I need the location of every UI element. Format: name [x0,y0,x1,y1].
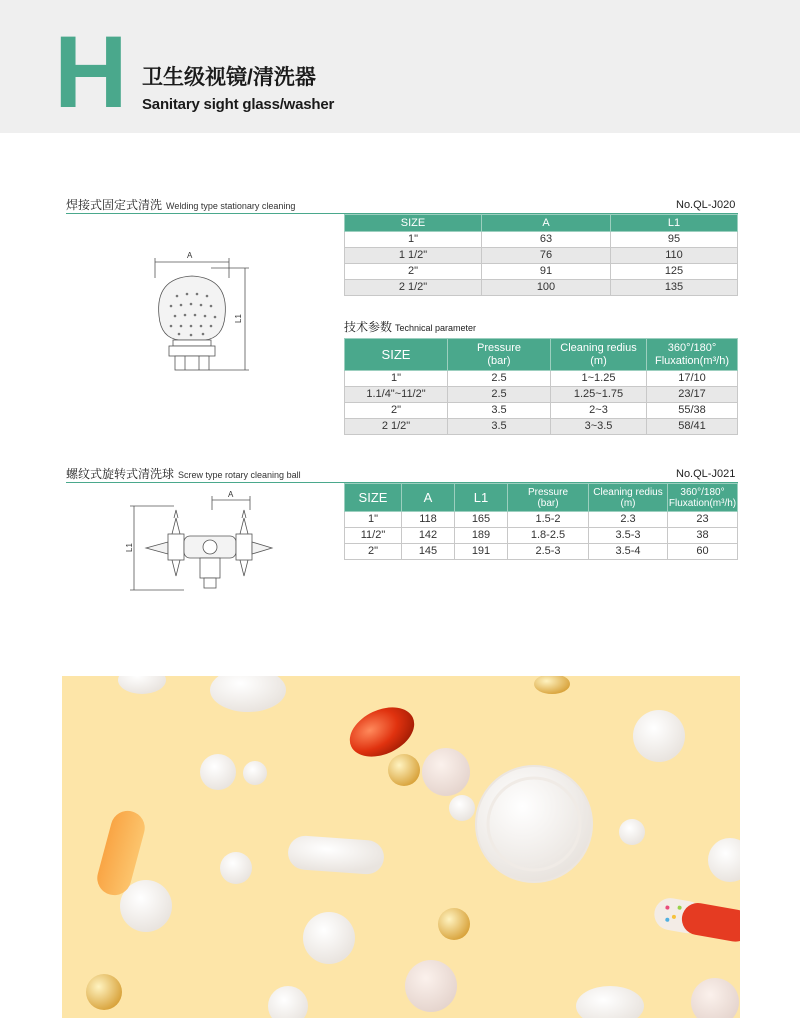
section2-model-no: No.QL-J021 [676,468,736,480]
diagram2-label-l1: L1 [125,543,134,552]
cell: 91 [482,264,611,280]
table-row [345,387,738,403]
cell: 1 1/2" [345,248,482,264]
cell: 2" [345,403,448,419]
cell: 110 [611,248,738,264]
cell: 23 [668,512,738,528]
cell: 1.1/4"~11/2" [345,387,448,403]
rotary-cleaning-ball-diagram [124,488,274,600]
cell: 100 [482,280,611,296]
cell: 118 [402,512,455,528]
diagram1-label-l1: L1 [234,314,243,323]
cell: 95 [611,232,738,248]
th-pressure [448,339,551,371]
cell: 1" [345,232,482,248]
section1-title [66,198,295,213]
cell: 189 [455,528,508,544]
cell: 125 [611,264,738,280]
section1-size-table [344,214,738,296]
cell: 3~3.5 [551,419,647,435]
th-l1: L1 [455,484,508,512]
cell: 3.5-3 [589,528,668,544]
th-size: SIZE [345,339,448,371]
th-radius-l2: (m) [620,497,636,509]
table-row [345,419,738,435]
cell: 145 [402,544,455,560]
section1-param-table [344,338,738,435]
cell: 3.5 [448,403,551,419]
section2-title-en: Screw type rotary cleaning ball [178,470,301,480]
table-row [345,248,738,264]
param-title-cn: 技术参数 [344,320,393,334]
page-title-en: Sanitary sight glass/washer [142,96,335,113]
section1-title-cn: 焊接式固定式清洗 [66,198,163,212]
cell: 135 [611,280,738,296]
th-fluxation [647,339,738,371]
cell: 1" [345,371,448,387]
th-pressure-l2: (bar) [487,354,511,367]
section-letter: H [54,15,126,129]
section2-title [66,467,301,482]
cell: 165 [455,512,508,528]
welding-cleaner-diagram [145,248,255,376]
th-pressure-l1: Pressure [476,341,522,354]
cell: 76 [482,248,611,264]
th-size: SIZE [345,484,402,512]
th-size: SIZE [345,215,482,232]
pills-illustration [62,676,740,1018]
cell: 2" [345,544,402,560]
table-row [345,280,738,296]
cell: 2 1/2" [345,280,482,296]
cell: 1.8-2.5 [508,528,589,544]
cell: 63 [482,232,611,248]
table-row [345,371,738,387]
th-flux-l1: 360°/180° [680,486,725,498]
th-pressure-l1: Pressure [527,486,568,498]
cell: 191 [455,544,508,560]
cell: 60 [668,544,738,560]
cell: 2.5-3 [508,544,589,560]
param-title-en: Technical parameter [395,323,477,333]
cell: 55/38 [647,403,738,419]
pills-photo [62,676,740,1018]
cell: 2.5 [448,371,551,387]
cell: 3.5 [448,419,551,435]
cell: 1.25~1.75 [551,387,647,403]
th-radius-l1: Cleaning redius [560,341,637,354]
page-title-cn: 卫生级视镜/清洗器 [142,66,316,89]
th-a: A [482,215,611,232]
diagram2-label-a: A [228,490,234,499]
cell: 3.5-4 [589,544,668,560]
cell: 2.5 [448,387,551,403]
th-flux-l2: Fluxation(m³/h) [655,354,729,367]
th-cleaning-radius [551,339,647,371]
section2-table [344,483,738,560]
th-pressure [508,484,589,512]
cell: 58/41 [647,419,738,435]
section1-title-en: Welding type stationary cleaning [166,201,296,211]
cell: 1~1.25 [551,371,647,387]
table-row [345,528,738,544]
section2-title-cn: 螺纹式旋转式清洗球 [66,467,175,481]
table-row [345,264,738,280]
cell: 2" [345,264,482,280]
th-radius-l1: Cleaning redius [593,486,663,498]
section1-model-no: No.QL-J020 [676,199,736,211]
th-fluxation [668,484,738,512]
th-flux-l2: Fluxation(m³/h) [668,497,737,509]
th-l1: L1 [611,215,738,232]
table-row [345,512,738,528]
cell: 2.3 [589,512,668,528]
table-row [345,403,738,419]
cell: 2~3 [551,403,647,419]
cell: 17/10 [647,371,738,387]
cell: 23/17 [647,387,738,403]
cell: 2 1/2" [345,419,448,435]
th-a: A [402,484,455,512]
cell: 11/2" [345,528,402,544]
th-pressure-l2: (bar) [537,497,559,509]
page-header [0,0,800,133]
diagram1-label-a: A [187,251,193,260]
cell: 1" [345,512,402,528]
cell: 1.5-2 [508,512,589,528]
th-flux-l1: 360°/180° [667,341,717,354]
table-row [345,232,738,248]
cell: 38 [668,528,738,544]
th-cleaning-radius [589,484,668,512]
table-row [345,544,738,560]
param-title [344,318,476,335]
cell: 142 [402,528,455,544]
th-radius-l2: (m) [590,354,607,367]
